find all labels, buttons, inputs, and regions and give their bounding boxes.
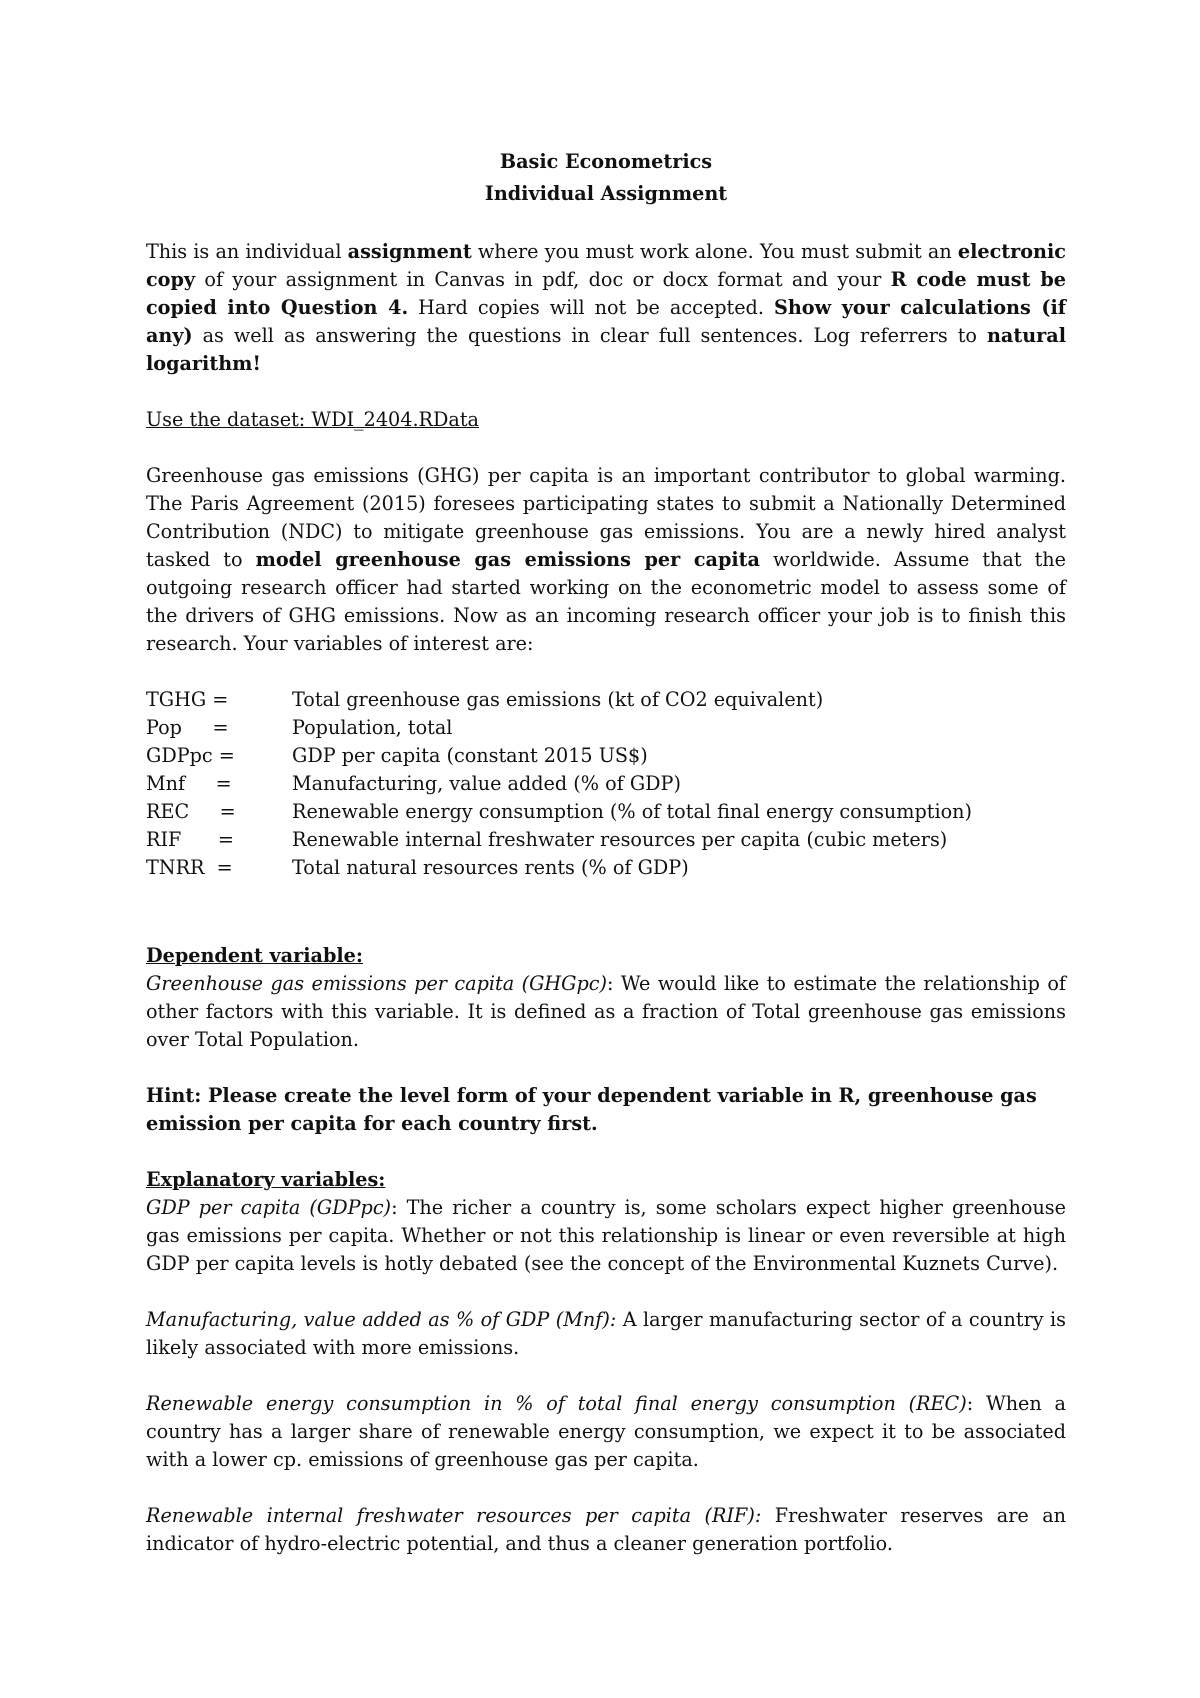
explanatory-section-1 [146,1166,1066,1278]
explanatory-item [146,1502,1066,1558]
variable-name: Mnf = [146,772,232,795]
intro-text-5: as well as answering the questions in clear full sentences. Log referrers to [192,324,987,347]
title-block [146,146,1066,210]
intro-text-4: Hard copies will not be accepted. [408,296,774,319]
explanatory-label: Manufacturing, value added as % of GDP (Mnf): [146,1308,617,1331]
intro-text-2: where you must work alone. You must submit an [471,240,958,263]
dataset-line: Use the dataset: WDI_2404.RData [146,408,479,431]
intro-bold-5: natural logarithm! [146,324,1066,375]
variable-desc: Renewable internal freshwater resources per capita (cubic meters) [292,828,948,851]
explanatory-heading: Explanatory variables: [146,1168,386,1191]
explanatory-label: GDP per capita (GDPpc) [146,1196,392,1219]
intro-paragraph [146,238,1066,378]
explanatory-label: Renewable internal freshwater resources per capita (RIF): [146,1504,762,1527]
dependent-text: : We would like to estimate the relationship of other factors with this variable. It is defined as a fraction of Total greenhouse gas emissions over Total Population. [146,972,1067,1051]
dependent-section [146,942,1066,1054]
variable-name: TGHG = [146,688,229,711]
explanatory-text: A larger manufacturing sector of a country is likely associated with more emissions. [146,1308,1066,1359]
explanatory-text: Freshwater reserves are an indicator of hydro-electric potential, and thus a cleaner generation portfolio. [146,1504,1067,1555]
intro-bold-3: R code must be copied into Question 4. [146,268,1066,319]
variable-desc: Manufacturing, value added (% of GDP) [292,772,681,795]
explanatory-item [146,1390,1066,1474]
variable-name: Pop = [146,716,229,739]
document-page [146,146,1066,1586]
variable-name: GDPpc = [146,744,235,767]
intro-bold-2: electronic copy [146,240,1066,291]
intro-bold-1: assignment [347,240,472,263]
variable-name: REC = [146,800,236,823]
document-subtitle: Individual Assignment [484,182,728,205]
background-text-1: Greenhouse gas emissions (GHG) per capita is an important contributor to global warming. The Paris Agreement (2015) foresees participating states to submit a Nationally Determined Contribution (NDC) to mitigate greenhouse gas emissions. You are a newly hired analyst tasked to [146,464,1066,571]
background-paragraph [146,462,1066,658]
intro-bold-4: Show your calculations (if any) [146,296,1066,347]
dependent-label: Greenhouse gas emissions per capita (GHGpc) [146,972,607,995]
variable-desc: GDP per capita (constant 2015 US$) [292,744,648,767]
variable-list [146,686,1066,882]
explanatory-item [146,1306,1066,1362]
dependent-heading: Dependent variable: [146,944,363,967]
explanatory-label: Renewable energy consumption in % of total final energy consumption (REC) [146,1392,967,1415]
background-bold: model greenhouse gas emissions per capita [255,548,760,571]
variable-desc: Population, total [292,716,453,739]
document-title: Basic Econometrics [499,150,713,173]
background-text-2: worldwide. Assume that the outgoing research officer had started working on the econometric model to assess some of the drivers of GHG emissions. Now as an incoming research officer your job is to finish this research. Your variables of interest are: [146,548,1066,655]
variable-name: TNRR = [146,856,233,879]
variable-desc: Total natural resources rents (% of GDP) [292,856,689,879]
intro-text-3: of your assignment in Canvas in pdf, doc or docx format and your [195,268,891,291]
variable-desc: Total greenhouse gas emissions (kt of CO2 equivalent) [292,688,824,711]
explanatory-text: : The richer a country is, some scholars expect higher greenhouse gas emissions per capita. Whether or not this relationship is linear or even reversible at high GDP per capita levels is hotly debated (see the concept of the Environmental Kuznets Curve). [146,1196,1067,1275]
variable-desc: Renewable energy consumption (% of total final energy consumption) [292,800,972,823]
hint-paragraph: Hint: Please create the level form of your dependent variable in R, greenhouse gas emission per capita for each country first. [146,1084,1037,1135]
explanatory-text: : When a country has a larger share of renewable energy consumption, we expect it to be associated with a lower cp. emissions of greenhouse gas per capita. [146,1392,1066,1471]
variable-name: RIF = [146,828,235,851]
intro-text-1: This is an individual [146,240,348,263]
